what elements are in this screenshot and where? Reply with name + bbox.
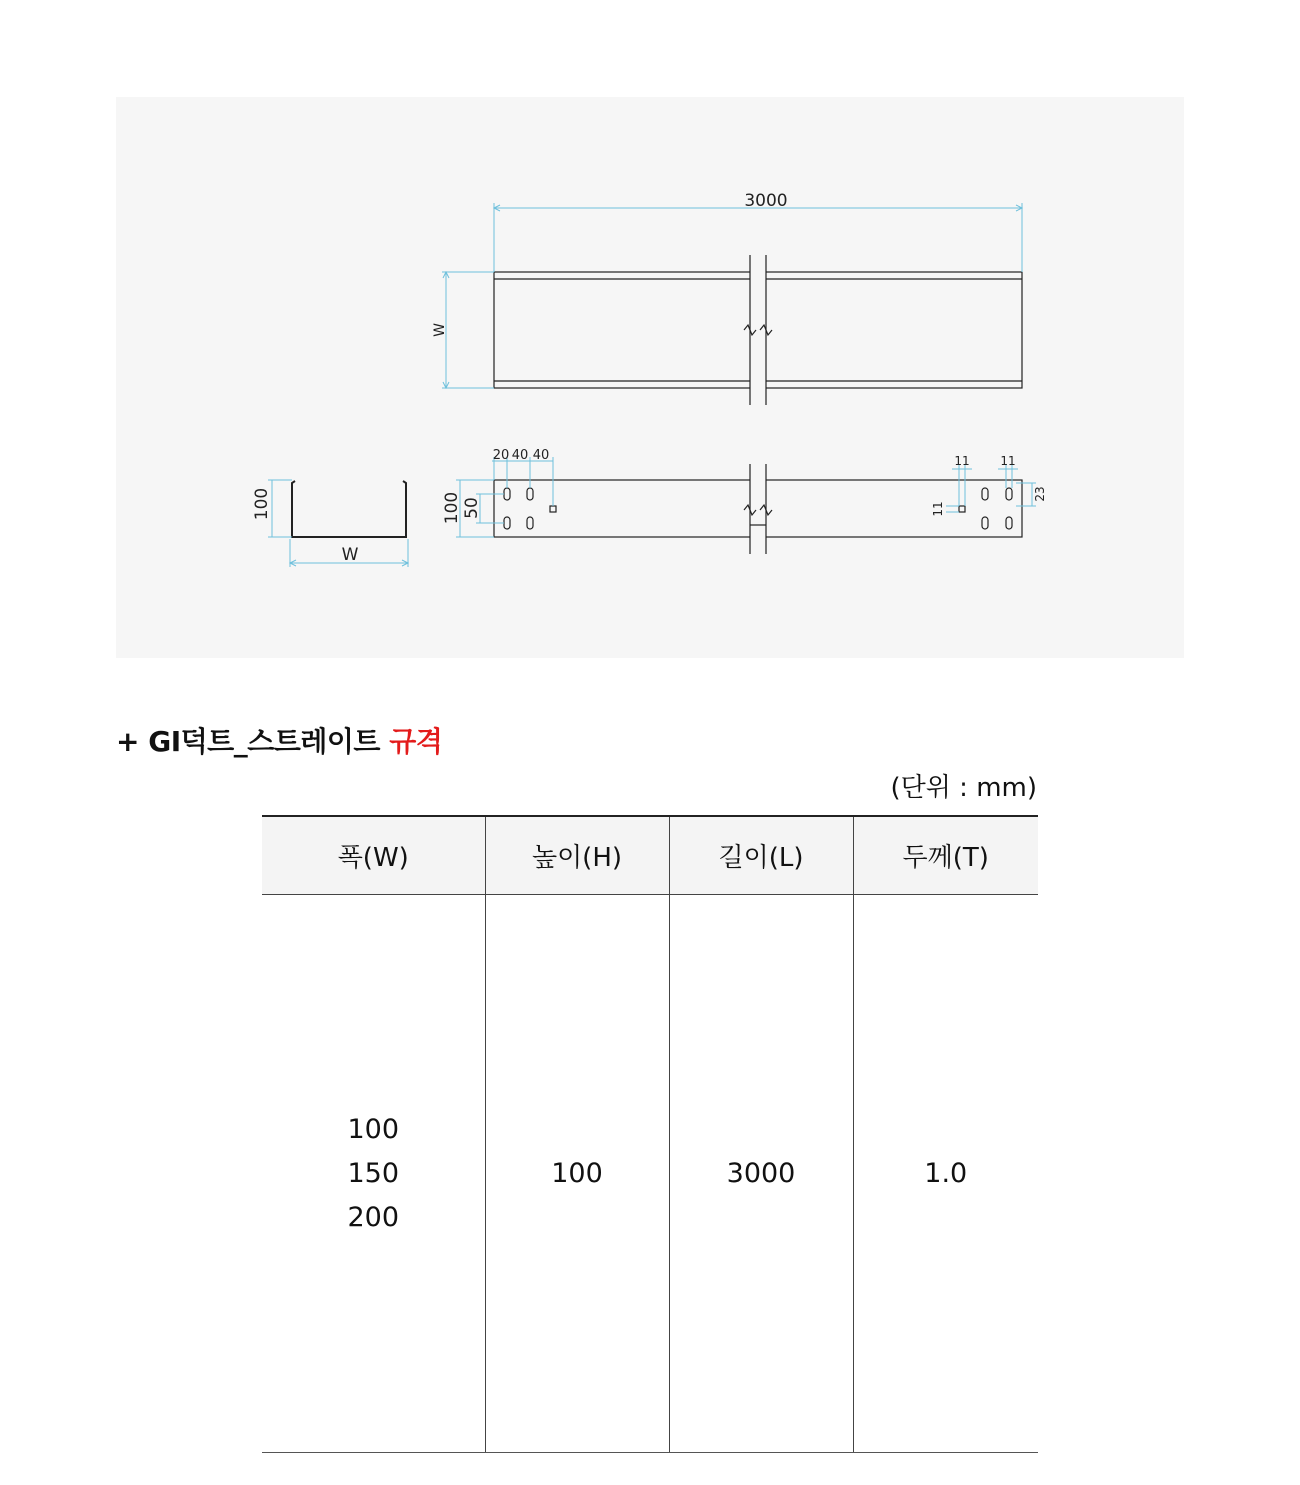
section-height-label: 100 [252,487,272,521]
spec-table [262,815,1038,1453]
section-title-text: + GI덕트_스트레이트 [116,725,380,758]
cross-section-dimensions [268,480,408,567]
slot-hole [504,488,510,500]
section-title [116,720,442,760]
width-value: 100 [347,1113,400,1145]
right-dim-label: 11 [931,501,945,517]
slot-hole [1006,517,1012,529]
section-title-accent: 규격 [389,725,443,758]
slot-hole [527,488,533,500]
slot-hole [982,488,988,500]
side-inner-label: 50 [462,497,482,519]
unit-note: (단위 : mm) [890,773,1037,803]
length-dim-label: 3000 [744,191,788,211]
top-view [494,255,1022,405]
drawing-panel [116,97,1184,658]
side-height-label: 100 [442,491,462,525]
header-length: 길이(L) [669,816,853,895]
square-hole [550,506,556,512]
square-hole [959,506,965,512]
table-header-row [262,816,1038,895]
cell-widths [262,895,485,1453]
side-view-dimensions [456,457,1036,537]
slot-hole [527,517,533,529]
header-thickness: 두께(T) [853,816,1038,895]
hole-dim-label: 40 [532,448,550,463]
width-value: 150 [347,1157,400,1189]
duct-technical-drawing [116,97,1184,658]
slot-hole [504,517,510,529]
hole-dim-label: 20 [492,448,510,463]
top-view-dimensions [442,203,1022,388]
header-height: 높이(H) [485,816,669,895]
right-dim-label: 23 [1033,486,1047,502]
slot-hole [982,517,988,529]
cross-section [292,481,406,537]
cell-height: 100 [485,895,669,1453]
width-value: 200 [347,1201,400,1233]
cross-section-channel [292,481,406,537]
slot-hole [1006,488,1012,500]
cell-length: 3000 [669,895,853,1453]
cell-thickness: 1.0 [853,895,1038,1453]
table-row [262,895,1038,1453]
right-dim-label: 11 [954,454,970,468]
top-width-dim-label: W [432,323,448,337]
section-width-label: W [341,545,359,565]
hole-dim-label: 40 [511,448,529,463]
header-width: 폭(W) [262,816,485,895]
right-dim-label: 11 [1000,454,1016,468]
